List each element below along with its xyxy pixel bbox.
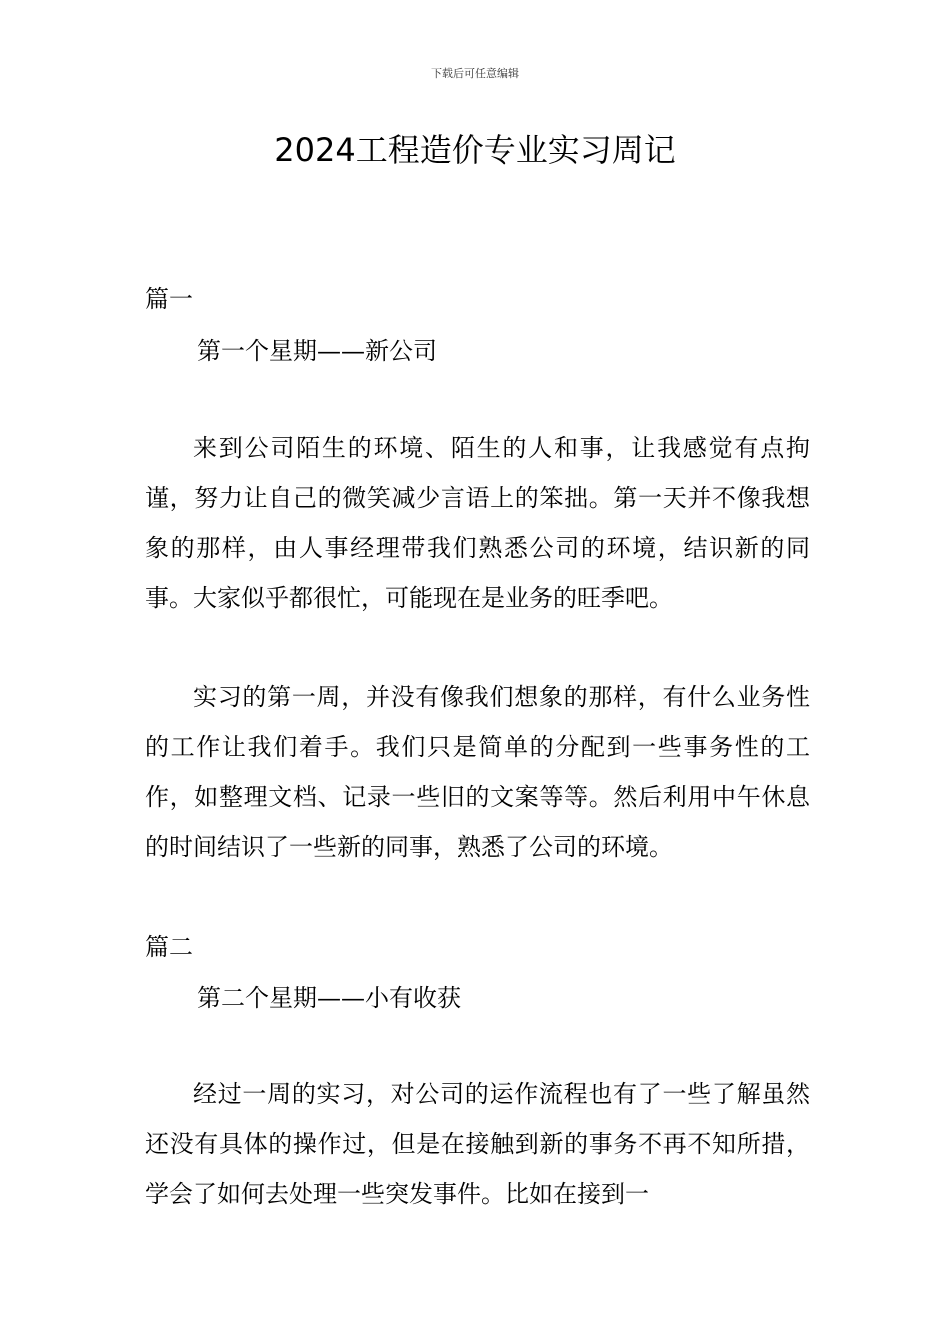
week-title-1: 第一个星期——新公司 (197, 337, 437, 365)
document-title: 2024工程造价专业实习周记 (274, 131, 676, 169)
week-title-2: 第二个星期——小有收获 (197, 984, 461, 1012)
paragraph: 来到公司陌生的环境、陌生的人和事，让我感觉有点拘谨，努力让自己的微笑减少言语上的笨拙。第一天并不像我想象的那样，由人事经理带我们熟悉公司的环境，结识新的同事。大家似乎都很忙，可能现在是业务的旺季吧。 (145, 434, 810, 612)
section-label-2: 篇二 (145, 933, 193, 961)
header-note: 下载后可任意编辑 (431, 67, 519, 80)
section-label-1: 篇一 (145, 285, 193, 313)
paragraph: 实习的第一周，并没有像我们想象的那样，有什么业务性的工作让我们着手。我们只是简单的分配到一些事务性的工作，如整理文档、记录一些旧的文案等等。然后利用中午休息的时间结识了一些新的同事，熟悉了公司的环境。 (145, 683, 810, 861)
paragraph: 经过一周的实习，对公司的运作流程也有了一些了解虽然还没有具体的操作过，但是在接触到新的事务不再不知所措，学会了如何去处理一些突发事件。比如在接到一 (145, 1080, 810, 1208)
